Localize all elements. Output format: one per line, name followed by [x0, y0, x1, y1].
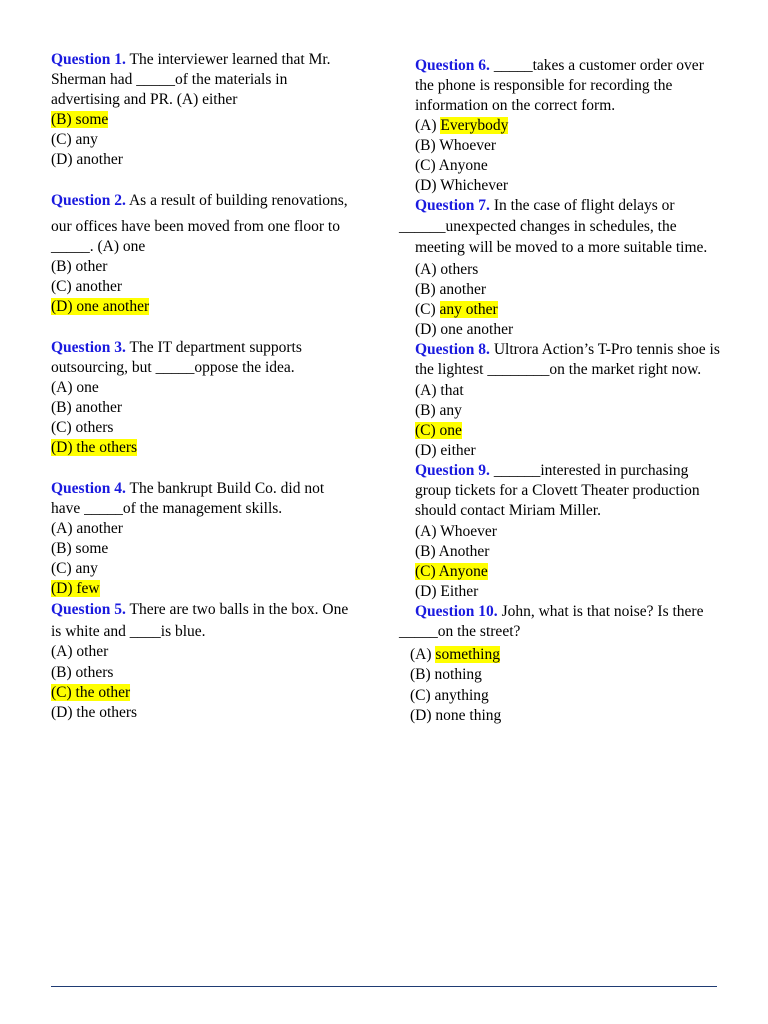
question-1-label: Question 1. [51, 51, 126, 68]
question-8-option-c[interactable] [415, 421, 462, 441]
question-6-option-b[interactable]: (B) Whoever [415, 137, 497, 154]
question-5-option-c[interactable] [51, 683, 130, 703]
question-2-line-1: Question 2. As a result of building renovations, [51, 192, 348, 209]
answer-highlight: (C) the other [51, 684, 131, 701]
question-7-line-1: Question 7. In the case of flight delays or [415, 197, 675, 214]
question-5-option-b[interactable]: (B) others [51, 664, 114, 681]
question-3-option-b[interactable]: (B) another [51, 399, 123, 416]
question-5-line-1: Question 5. There are two balls in the box. One [51, 601, 349, 618]
question-1-option-d[interactable]: (D) another [51, 151, 123, 168]
question-2-option-b[interactable]: (B) other [51, 258, 108, 275]
answer-highlight: (D) one another [51, 298, 150, 315]
question-7-option-b[interactable]: (B) another [415, 281, 487, 298]
answer-highlight: Everybody [440, 117, 509, 134]
footer-divider [51, 986, 717, 987]
question-9-option-c[interactable] [415, 562, 488, 582]
question-9-label: Question 9. [415, 462, 490, 479]
question-9-option-a[interactable]: (A) Whoever [415, 523, 497, 540]
question-1-option-b[interactable] [51, 110, 108, 130]
question-9-line-2: group tickets for a Clovett Theater production [415, 482, 700, 499]
question-7-option-d[interactable]: (D) one another [415, 321, 514, 338]
question-10-option-b[interactable]: (B) nothing [410, 666, 482, 683]
question-8-option-b[interactable]: (B) any [415, 402, 462, 419]
question-5-option-a[interactable]: (A) other [51, 643, 109, 660]
question-4-option-d[interactable] [51, 579, 100, 599]
question-8-option-a[interactable]: (A) that [415, 382, 464, 399]
question-5-label: Question 5. [51, 601, 126, 618]
question-4-option-a[interactable]: (A) another [51, 520, 123, 537]
answer-highlight: (C) Anyone [415, 563, 488, 580]
answer-highlight: (D) the others [51, 439, 138, 456]
question-9-line-1: Question 9. ______interested in purchasing [415, 462, 689, 479]
question-10-label: Question 10. [415, 603, 498, 620]
answer-highlight: something [435, 646, 500, 663]
question-4-line-2: have _____of the management skills. [51, 500, 283, 517]
question-4-line-1: Question 4. The bankrupt Build Co. did not [51, 480, 325, 497]
question-7-label: Question 7. [415, 197, 490, 214]
question-4-option-c[interactable]: (C) any [51, 560, 98, 577]
question-10-option-a[interactable]: (A) something [410, 646, 500, 663]
question-8-option-d[interactable]: (D) either [415, 442, 476, 459]
question-6-line-1: Question 6. _____takes a customer order over [415, 57, 704, 74]
answer-highlight: any other [439, 301, 498, 318]
question-10-option-c[interactable]: (C) anything [410, 687, 489, 704]
question-3-option-d[interactable] [51, 438, 137, 458]
question-1-option-c[interactable]: (C) any [51, 131, 98, 148]
question-9-option-d[interactable]: (D) Either [415, 583, 479, 600]
question-1-line-3: advertising and PR. (A) either [51, 91, 238, 108]
question-6-option-d[interactable]: (D) Whichever [415, 177, 509, 194]
question-1-line-1: Question 1. The interviewer learned that Mr. [51, 51, 331, 68]
question-5-option-d[interactable]: (D) the others [51, 704, 138, 721]
answer-highlight: (C) one [415, 422, 462, 439]
question-7-option-a[interactable]: (A) others [415, 261, 479, 278]
question-8-line-2: the lightest ________on the market right now. [415, 361, 702, 378]
question-2-line-2: our offices have been moved from one floor to [51, 218, 340, 235]
question-3-line-2: outsourcing, but _____oppose the idea. [51, 359, 295, 376]
question-7-option-c[interactable]: (C) any other [415, 301, 498, 318]
question-6-line-2: the phone is responsible for recording the [415, 77, 673, 94]
question-10-line-2: _____on the street? [399, 623, 521, 640]
answer-highlight: (D) few [51, 580, 100, 597]
question-10-line-1: Question 10. John, what is that noise? Is there [415, 603, 704, 620]
question-9-line-3: should contact Miriam Miller. [415, 502, 601, 519]
question-1-line-2: Sherman had _____of the materials in [51, 71, 288, 88]
question-2-line-3: _____. (A) one [51, 238, 146, 255]
answer-highlight: (B) some [51, 111, 109, 128]
question-10-option-d[interactable]: (D) none thing [410, 707, 502, 724]
question-3-option-a[interactable]: (A) one [51, 379, 99, 396]
question-8-line-1: Question 8. Ultrora Action’s T-Pro tennis shoe is [415, 341, 720, 358]
question-4-label: Question 4. [51, 480, 126, 497]
question-6-option-a[interactable]: (A) Everybody [415, 117, 509, 134]
question-2-option-d[interactable] [51, 297, 149, 317]
question-3-option-c[interactable]: (C) others [51, 419, 114, 436]
question-8-label: Question 8. [415, 341, 490, 358]
question-6-option-c[interactable]: (C) Anyone [415, 157, 488, 174]
question-3-line-1: Question 3. The IT department supports [51, 339, 302, 356]
question-3-label: Question 3. [51, 339, 126, 356]
question-2-label: Question 2. [51, 192, 126, 209]
question-5-line-2: is white and ____is blue. [51, 623, 206, 640]
question-9-option-b[interactable]: (B) Another [415, 543, 490, 560]
question-7-line-3: meeting will be moved to a more suitable time. [415, 239, 708, 256]
question-2-option-c[interactable]: (C) another [51, 278, 123, 295]
question-7-line-2: ______unexpected changes in schedules, the [399, 218, 677, 235]
question-4-option-b[interactable]: (B) some [51, 540, 109, 557]
question-6-line-3: information on the correct form. [415, 97, 616, 114]
question-6-label: Question 6. [415, 57, 490, 74]
